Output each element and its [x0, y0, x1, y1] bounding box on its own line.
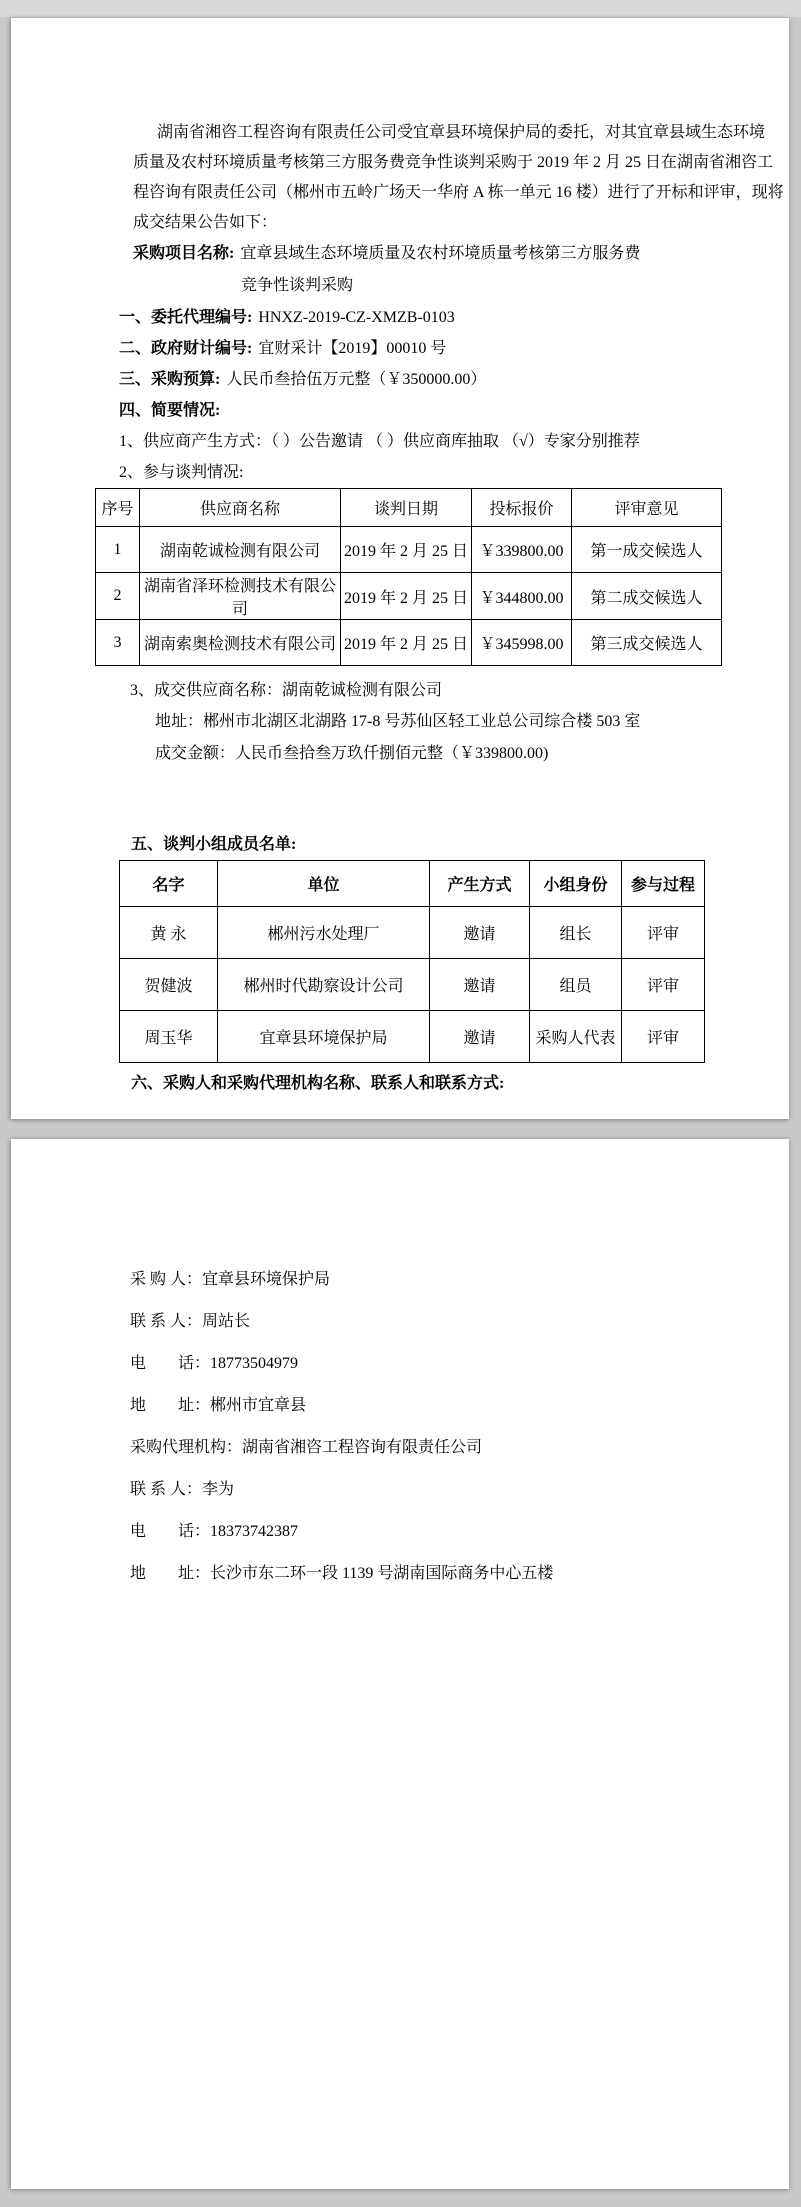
- bidders-table-row: [96, 527, 722, 573]
- cell-supplier: 湖南索奥检测技术有限公司: [140, 620, 341, 666]
- agency-contact-value: 李为: [202, 1481, 235, 1498]
- item-agency-code-value: HNXZ-2019-CZ-XMZB-0103: [258, 309, 455, 326]
- cell-name: 贺健波: [120, 959, 218, 1011]
- cell-opinion: 第三成交候选人: [572, 620, 722, 666]
- agency-address-value: 长沙市东二环一段 1139 号湖南国际商务中心五楼: [210, 1565, 554, 1582]
- intro-line: 质量及农村环境质量考核第三方服务费竞争性谈判采购于 2019 年 2 月 25 日在湖南省湘咨工: [133, 154, 774, 171]
- panel-table-row: [120, 907, 705, 959]
- intro-line: 湖南省湘咨工程咨询有限责任公司受宜章县环境保护局的委托，对其宜章县域生态环境: [157, 124, 766, 141]
- panel-section-title: 五、谈判小组成员名单:: [131, 836, 297, 853]
- project-name-value: 宜章县域生态环境质量及农村环境质量考核第三方服务费: [240, 245, 641, 262]
- negotiation-participation-line: 2、参与谈判情况:: [119, 464, 244, 481]
- cell-method: 邀请: [430, 1011, 530, 1063]
- purchaser-address-label: 地 址：: [130, 1397, 211, 1414]
- bidders-table: [95, 488, 722, 666]
- agency-value: 湖南省湘咨工程咨询有限责任公司: [242, 1439, 483, 1456]
- cell-role: 采购人代表: [530, 1011, 622, 1063]
- page-2: [11, 1139, 789, 2189]
- agency-address-line: [130, 1553, 731, 1595]
- winner-amount-line: 成交金额：人民币叁拾叁万玖仟捌佰元整（￥339800.00): [155, 745, 549, 762]
- panel-col-name: 名字: [120, 861, 218, 907]
- item-gov-plan-code-label: 二、政府财计编号:: [119, 340, 253, 357]
- supplier-source-line: 1、供应商产生方式：（ ）公告邀请 （ ）供应商库抽取 （√）专家分别推荐: [119, 433, 640, 450]
- bidders-table-row: [96, 573, 722, 620]
- agency-contact-line: [130, 1469, 731, 1511]
- panel-col-process: 参与过程: [622, 861, 705, 907]
- bidders-col-opinion: 评审意见: [572, 489, 722, 527]
- panel-col-org: 单位: [218, 861, 430, 907]
- item-gov-plan-code: [119, 333, 731, 364]
- cell-date: 2019 年 2 月 25 日: [341, 620, 472, 666]
- cell-supplier: 湖南乾诚检测有限公司: [140, 527, 341, 573]
- purchaser-phone-value: 18773504979: [210, 1355, 299, 1372]
- item-agency-code-label: 一、委托代理编号:: [119, 309, 253, 326]
- bidders-col-price: 投标报价: [472, 489, 572, 527]
- bidders-col-supplier: 供应商名称: [140, 489, 341, 527]
- agency-phone-label: 电 话：: [130, 1523, 211, 1540]
- cell-method: 邀请: [430, 907, 530, 959]
- page-1: [11, 18, 789, 1119]
- panel-table-header-row: [120, 861, 705, 907]
- item-brief: [119, 395, 731, 426]
- cell-role: 组员: [530, 959, 622, 1011]
- cell-price: ￥339800.00: [472, 527, 572, 573]
- agency-contact-label: 联 系 人：: [130, 1481, 203, 1498]
- cell-supplier: 湖南省泽环检测技术有限公司: [140, 573, 341, 620]
- purchaser-contact-line: [130, 1301, 731, 1343]
- item-gov-plan-code-value: 宜财采计【2019】00010 号: [258, 340, 447, 357]
- cell-org: 郴州污水处理厂: [218, 907, 430, 959]
- project-name-label: 采购项目名称:: [133, 245, 235, 262]
- intro-paragraph: [111, 118, 784, 238]
- agency-phone-value: 18373742387: [210, 1523, 299, 1540]
- cell-org: 宜章县环境保护局: [218, 1011, 430, 1063]
- purchaser-line: [130, 1259, 731, 1301]
- cell-process: 评审: [622, 1011, 705, 1063]
- bidders-col-date: 谈判日期: [341, 489, 472, 527]
- purchaser-contact-label: 联 系 人：: [130, 1313, 203, 1330]
- cell-opinion: 第一成交候选人: [572, 527, 722, 573]
- intro-line: 成交结果公告如下：: [133, 214, 278, 231]
- agency-line: [130, 1427, 731, 1469]
- cell-name: 黄 永: [120, 907, 218, 959]
- panel-col-method: 产生方式: [430, 861, 530, 907]
- cell-price: ￥345998.00: [472, 620, 572, 666]
- panel-members-table: [119, 860, 705, 1063]
- purchaser-contact-value: 周站长: [202, 1313, 251, 1330]
- bidders-table-header-row: [96, 489, 722, 527]
- panel-table-row: [120, 1011, 705, 1063]
- cell-method: 邀请: [430, 959, 530, 1011]
- item-brief-label: 四、简要情况:: [119, 402, 221, 419]
- purchaser-value: 宜章县环境保护局: [202, 1271, 331, 1288]
- cell-date: 2019 年 2 月 25 日: [341, 527, 472, 573]
- cell-org: 郴州时代勘察设计公司: [218, 959, 430, 1011]
- cell-date: 2019 年 2 月 25 日: [341, 573, 472, 620]
- cell-process: 评审: [622, 959, 705, 1011]
- cell-process: 评审: [622, 907, 705, 959]
- cell-index: 3: [96, 620, 140, 666]
- bidders-table-row: [96, 620, 722, 666]
- intro-line: 程咨询有限责任公司（郴州市五岭广场天一华府 A 栋一单元 16 楼）进行了开标和评审，现将: [133, 184, 784, 201]
- cell-index: 2: [96, 573, 140, 620]
- cell-price: ￥344800.00: [472, 573, 572, 620]
- purchaser-phone-line: [130, 1343, 731, 1385]
- project-name-line: [133, 238, 731, 270]
- purchaser-phone-label: 电 话：: [130, 1355, 211, 1372]
- bidders-col-index: 序号: [96, 489, 140, 527]
- item-budget: [119, 364, 731, 395]
- agency-label: 采购代理机构：: [130, 1439, 243, 1456]
- winner-name-line: 3、成交供应商名称：湖南乾诚检测有限公司: [130, 682, 443, 699]
- purchaser-address-value: 郴州市宜章县: [210, 1397, 307, 1414]
- agency-phone-line: [130, 1511, 731, 1553]
- panel-table-row: [120, 959, 705, 1011]
- item-budget-value: 人民币叁拾伍万元整（￥350000.00）: [226, 371, 487, 388]
- cell-name: 周玉华: [120, 1011, 218, 1063]
- panel-col-role: 小组身份: [530, 861, 622, 907]
- cell-opinion: 第二成交候选人: [572, 573, 722, 620]
- project-name-value-line2: 竞争性谈判采购: [241, 277, 354, 294]
- item-budget-label: 三、采购预算:: [119, 371, 221, 388]
- cell-role: 组长: [530, 907, 622, 959]
- agency-address-label: 地 址：: [130, 1565, 211, 1582]
- purchaser-address-line: [130, 1385, 731, 1427]
- contact-section-title: 六、采购人和采购代理机构名称、联系人和联系方式:: [131, 1075, 505, 1092]
- cell-index: 1: [96, 527, 140, 573]
- purchaser-label: 采 购 人：: [130, 1271, 203, 1288]
- item-agency-code: [119, 302, 731, 333]
- winner-address-line: 地址：郴州市北湖区北湖路 17-8 号苏仙区轻工业总公司综合楼 503 室: [155, 713, 641, 730]
